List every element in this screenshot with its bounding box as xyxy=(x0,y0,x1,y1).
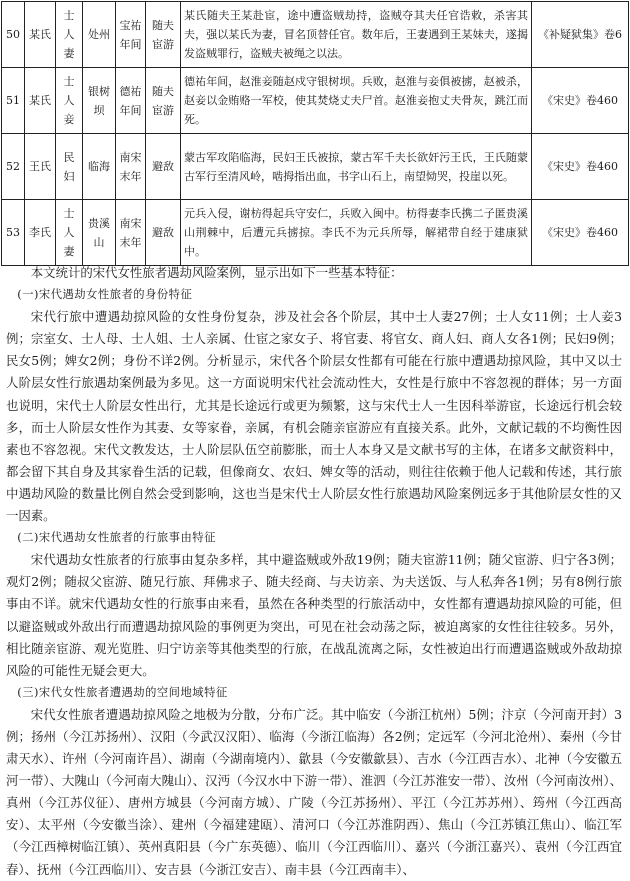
table-row xyxy=(2,134,629,200)
case-number: 51 xyxy=(2,68,25,134)
case-description: 某氏随夫王某赴宦，途中遭盗贼劫持，盗贼夺其夫任官诰敕，杀害其夫，强以某氏为妻，冒名顶替任官。数年后，王妻遇到王某妹夫，遂揭发盗贼罪行，盗贼夫被绳之以法。 xyxy=(181,2,532,68)
section-heading-region: (三)宋代女性旅者遭遇劫的空间地域特征 xyxy=(17,685,228,699)
case-name: 王氏 xyxy=(25,134,56,200)
case-name: 某氏 xyxy=(25,68,56,134)
table-row xyxy=(2,68,629,134)
case-place: 银树坝 xyxy=(83,68,116,134)
case-source: 《补疑狱集》卷6 xyxy=(532,2,629,68)
article-body xyxy=(6,262,622,881)
case-travel-type: 避敌 xyxy=(146,200,181,266)
case-place: 处州 xyxy=(83,2,116,68)
case-travel-type: 避敌 xyxy=(146,134,181,200)
case-identity: 民妇 xyxy=(56,134,83,200)
case-identity: 士人妻 xyxy=(56,200,83,266)
case-time: 宝祐年间 xyxy=(116,2,146,68)
case-identity: 士人妻 xyxy=(56,2,83,68)
case-identity: 士人妾 xyxy=(56,68,83,134)
case-description: 蒙古军攻陷临海，民妇王氏被掠，蒙古军千夫长欲奸污王氏，王氏随蒙古军行至清风岭，啮拇指出血，书字山石上，南望恸哭，投崖以死。 xyxy=(181,134,532,200)
case-time: 南宋末年 xyxy=(116,200,146,266)
case-description: 德祐年间，赵淮妾随赵戍守银树坝。兵败，赵淮与妾俱被掳，赵被杀，赵妾以金贿赂一军校，使其焚烧丈夫尸首。赵淮妾抱丈夫骨灰，跳江而死。 xyxy=(181,68,532,134)
intro-paragraph: 本文统计的宋代女性旅者遇劫风险案例，显示出如下一些基本特征： xyxy=(30,265,403,280)
section-heading-identity: (一)宋代遇劫女性旅者的身份特征 xyxy=(17,288,193,302)
case-number: 53 xyxy=(2,200,25,266)
case-number: 50 xyxy=(2,2,25,68)
identity-paragraph: 宋代行旅中遭遇劫掠风险的女性身份复杂，涉及社会各个阶层，其中士人妻27例；士人女11例；士人妾3例；宗室女、士人母、士人姐、士人亲属、仕宦之家女子、将官妻、将官女、商人妇、商人女各1例；民妇9例；民女5例；婢女2例；身份不详2例。分析显示，宋代各个阶层女性都有可能在行旅中遭遇劫掠风险，其中又以士人阶层女性行旅遇劫案例最为多见。这一方面说明宋代社会流动性大，女性是行旅中不容忽视的群体；另一方面也说明，宋代士人阶层女性出行，尤其是长途远行或更为频繁，这与宋代士人一生因科举游宦，长途远行机会较多，而士人阶层女性作为其妻、女等家眷，亲属，有机会随亲宦游应有直接关系。此外，文献记载的不均衡性因素也不容忽视。宋代文教发达，士人阶层队伍空前膨胀，而士人本身又是文献书写的主体，在诸多文献资料中，都会留下其自身及其家眷生活的记载，但像商女、农妇、婢女等的活动，则往往依赖于他人记载和传述，其行旅中遇劫风险的数量比例自然会受到影响，这也当是宋代士人阶层女性行旅遇劫风险案例远多于其他阶层女性的又一因素。 xyxy=(6,309,622,524)
case-name: 某氏 xyxy=(25,2,56,68)
table-row xyxy=(2,200,629,266)
case-place: 贵溪山 xyxy=(83,200,116,266)
section-heading-travel-reason: (二)宋代遇劫女性旅者的行旅事由特征 xyxy=(17,531,216,545)
case-source: 《宋史》卷460 xyxy=(532,68,629,134)
table-row xyxy=(2,2,629,68)
travel-reason-paragraph: 宋代遇劫女性旅者的行旅事由复杂多样，其中避盗贼或外敌19例；随夫宦游11例；随父宦游、归宁各3例；观灯2例；随叔父宦游、随兄行旅、拜佛求子、随夫经商、与夫访亲、为夫送饭、与人私奔各1例；另有8例行旅事由不详。就宋代遇劫女性的行旅事由来看，虽然在各种类型的行旅活动中，女性都有遭遇劫掠风险的可能，但以避盗贼或外敌出行而遭遇劫掠风险的事例更为突出，可见在社会动荡之际，被迫离家的女性往往较多。另外，相比随亲宦游、观光览胜、归宁访亲等其他类型的行旅，在战乱流离之际，女性被迫出行而遭遇盗贼或外敌劫掠风险的可能性无疑会更大。 xyxy=(6,552,622,678)
case-time: 德祐年间 xyxy=(116,68,146,134)
case-time: 南宋末年 xyxy=(116,134,146,200)
case-description: 元兵入侵，谢枋得起兵守安仁，兵败入闽中。枋得妻李氏携二子匿贵溪山荆棘中，后遭元兵掳掠。李氏不为元兵所辱，解裙带自经于建康狱中。 xyxy=(181,200,532,266)
case-travel-type: 随夫宦游 xyxy=(146,2,181,68)
case-name: 李氏 xyxy=(25,200,56,266)
region-paragraph: 宋代女性旅者遭遇劫掠风险之地极为分散，分布广泛。其中临安（今浙江杭州）5例；汴京（今河南开封）3例；扬州（今江苏扬州）、汉阳（今武汉汉阳）、临海（今浙江临海）各2例；定远军（今河北沧州）、秦州（今甘肃天水）、许州（今河南许昌）、湖南（今湖南境内）、歙县（今安徽歙县）、吉水（今江西吉水）、北神（今安徽五河一带）、大隗山（今河南大隗山）、汉沔（今汉水中下游一带）、淮泗（今江苏淮安一带）、汝州（今河南汝州）、真州（今江苏仪征）、唐州方城县（今河南方城）、广陵（今江苏扬州）、平江（今江苏苏州）、筠州（今江西高安）、太平州（今安徽当涂）、建州（今福建建瓯）、清河口（今江苏淮阴西）、焦山（今江苏镇江焦山）、临江军（今江西樟树临江镇）、英州真阳县（今广东英德）、临川（今江西临川）、嘉兴（今浙江嘉兴）、袁州（今江西宜春）、抚州（今江西临川）、安吉县（今浙江安吉）、南丰县（今江西南丰）、 xyxy=(6,706,622,877)
case-table xyxy=(1,1,629,266)
case-travel-type: 随夫宦游 xyxy=(146,68,181,134)
case-number: 52 xyxy=(2,134,25,200)
case-source: 《宋史》卷460 xyxy=(532,134,629,200)
case-place: 临海 xyxy=(83,134,116,200)
case-source: 《宋史》卷460 xyxy=(532,200,629,266)
